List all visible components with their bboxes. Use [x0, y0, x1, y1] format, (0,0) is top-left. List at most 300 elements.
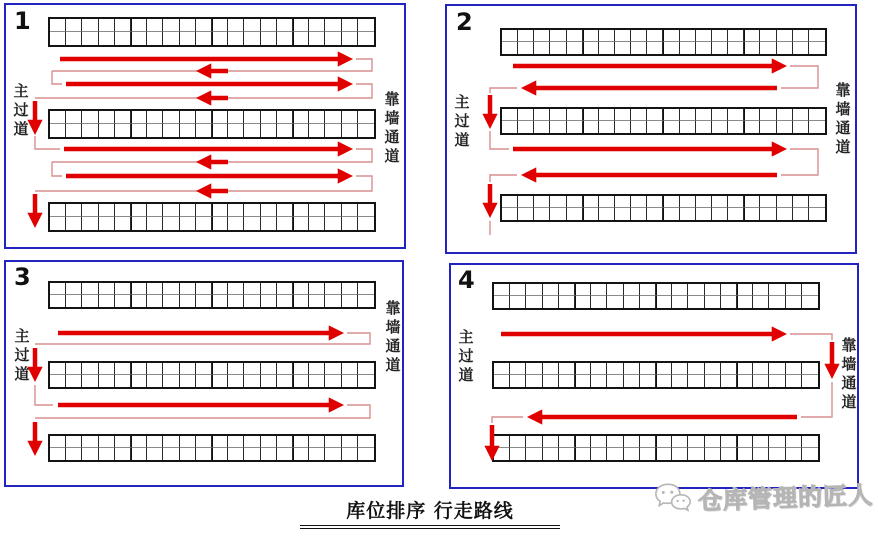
rack-cell	[66, 124, 82, 137]
rack-cell	[696, 208, 712, 220]
rack-cell	[228, 204, 244, 217]
rack-cell	[180, 32, 196, 45]
rack-cell	[526, 375, 542, 387]
rack-cell	[293, 19, 309, 32]
rack-cell	[777, 208, 793, 220]
rack-cell	[760, 42, 776, 54]
rack-cell	[66, 363, 82, 375]
rack-cell	[760, 121, 776, 133]
rack-cell	[672, 284, 688, 296]
rack-cell	[82, 32, 98, 45]
rack-cell	[663, 42, 679, 54]
watermark-text: 仓库管理的匠人	[697, 480, 874, 515]
rack-cell	[82, 19, 98, 32]
rack-cell	[342, 32, 358, 45]
rack-cell	[737, 375, 753, 387]
rack-cell	[777, 196, 793, 208]
rack-cell	[358, 217, 374, 230]
rack-cell	[793, 42, 809, 54]
rack-cell	[261, 295, 277, 307]
rack-cell	[777, 109, 793, 121]
rack-cell	[309, 111, 325, 124]
rack-cell	[50, 124, 66, 137]
rack-cell	[163, 363, 179, 375]
rack-cell	[543, 375, 559, 387]
rack-cell	[583, 30, 599, 42]
rack-cell	[131, 295, 147, 307]
rack-cell	[712, 121, 728, 133]
rack-cell	[663, 30, 679, 42]
rack-cell	[131, 204, 147, 217]
rack-cell	[599, 196, 615, 208]
rack-cell	[712, 109, 728, 121]
rack-cell	[656, 436, 672, 448]
rack-cell	[228, 32, 244, 45]
rack-cell	[607, 296, 623, 308]
rack-cell	[293, 448, 309, 460]
rack-cell	[567, 109, 583, 121]
rack-cell	[599, 30, 615, 42]
rack-cell	[131, 283, 147, 295]
rack-cell	[591, 375, 607, 387]
rack-cell	[550, 196, 566, 208]
panel-1-main-aisle-label: 主过道	[11, 83, 30, 140]
panel-2	[445, 4, 857, 254]
rack-cell	[786, 436, 802, 448]
rack-cell	[325, 217, 341, 230]
rack-cell	[688, 436, 704, 448]
rack-cell	[309, 19, 325, 32]
rack-cell	[753, 375, 769, 387]
rack-cell	[244, 436, 260, 448]
rack-cell	[163, 448, 179, 460]
rack-cell	[293, 363, 309, 375]
rack-cell	[615, 109, 631, 121]
rack-cell	[66, 436, 82, 448]
rack-cell	[147, 19, 163, 32]
rack-cell	[647, 196, 663, 208]
rack-cell	[510, 436, 526, 448]
rack-cell	[567, 196, 583, 208]
rack-cell	[631, 109, 647, 121]
rack-cell	[526, 284, 542, 296]
rack-cell	[567, 208, 583, 220]
rack-cell	[244, 124, 260, 137]
rack-cell	[502, 121, 518, 133]
rack-cell	[196, 204, 212, 217]
rack	[492, 282, 820, 310]
rack-cell	[744, 42, 760, 54]
rack-cell	[599, 109, 615, 121]
rack-cell	[325, 32, 341, 45]
rack-cell	[502, 109, 518, 121]
rack-cell	[147, 363, 163, 375]
rack-cell	[656, 296, 672, 308]
rack-cell	[50, 19, 66, 32]
rack-cell	[615, 42, 631, 54]
rack-cell	[99, 217, 115, 230]
rack-cell	[615, 208, 631, 220]
rack-cell	[680, 121, 696, 133]
rack-cell	[624, 363, 640, 375]
rack-cell	[534, 30, 550, 42]
rack-cell	[640, 284, 656, 296]
rack-cell	[244, 32, 260, 45]
rack-cell	[728, 196, 744, 208]
rack-cell	[163, 124, 179, 137]
rack-cell	[99, 436, 115, 448]
rack-cell	[705, 363, 721, 375]
rack-cell	[244, 448, 260, 460]
rack-cell	[583, 109, 599, 121]
rack-cell	[591, 436, 607, 448]
rack-cell	[802, 375, 818, 387]
rack-cell	[342, 436, 358, 448]
rack-cell	[293, 111, 309, 124]
rack-cell	[342, 124, 358, 137]
rack-cell	[680, 109, 696, 121]
rack-cell	[786, 284, 802, 296]
rack-cell	[793, 208, 809, 220]
rack-cell	[809, 109, 825, 121]
rack-cell	[309, 204, 325, 217]
rack-cell	[115, 111, 131, 124]
rack-cell	[526, 448, 542, 460]
rack-cell	[50, 204, 66, 217]
rack-cell	[550, 208, 566, 220]
rack-cell	[228, 217, 244, 230]
rack-cell	[212, 217, 228, 230]
rack-cell	[115, 19, 131, 32]
rack-cell	[599, 208, 615, 220]
rack	[48, 202, 376, 232]
rack-cell	[358, 375, 374, 387]
rack-cell	[66, 204, 82, 217]
rack-cell	[769, 375, 785, 387]
watermark	[651, 474, 873, 518]
rack-cell	[147, 32, 163, 45]
rack-cell	[688, 284, 704, 296]
rack-cell	[196, 448, 212, 460]
rack-cell	[494, 448, 510, 460]
rack-cell	[325, 375, 341, 387]
rack-cell	[769, 436, 785, 448]
rack-cell	[115, 363, 131, 375]
rack-cell	[672, 296, 688, 308]
rack-cell	[575, 448, 591, 460]
rack-cell	[809, 42, 825, 54]
rack-cell	[663, 109, 679, 121]
panel-1-wall-passage-label: 靠墙通道	[382, 91, 401, 167]
rack-cell	[494, 284, 510, 296]
rack-cell	[228, 295, 244, 307]
rack-cell	[180, 111, 196, 124]
rack	[500, 28, 827, 56]
rack-cell	[163, 19, 179, 32]
rack-cell	[50, 217, 66, 230]
rack-cell	[309, 436, 325, 448]
rack-cell	[131, 448, 147, 460]
rack-cell	[163, 375, 179, 387]
rack-cell	[737, 448, 753, 460]
rack-cell	[510, 284, 526, 296]
rack-cell	[591, 296, 607, 308]
rack-cell	[228, 19, 244, 32]
rack-cell	[180, 19, 196, 32]
rack-cell	[325, 436, 341, 448]
rack-cell	[163, 111, 179, 124]
rack-cell	[647, 30, 663, 42]
rack-cell	[342, 363, 358, 375]
rack-cell	[196, 436, 212, 448]
rack-cell	[82, 124, 98, 137]
rack-cell	[131, 436, 147, 448]
rack-cell	[212, 363, 228, 375]
rack-cell	[66, 111, 82, 124]
rack-cell	[82, 363, 98, 375]
rack	[492, 361, 820, 389]
rack-cell	[358, 204, 374, 217]
rack-cell	[591, 363, 607, 375]
rack-cell	[325, 295, 341, 307]
rack-cell	[550, 109, 566, 121]
rack-cell	[809, 121, 825, 133]
rack-cell	[244, 204, 260, 217]
rack-cell	[99, 19, 115, 32]
rack	[48, 434, 376, 462]
rack-cell	[131, 32, 147, 45]
rack-cell	[325, 204, 341, 217]
rack-cell	[342, 217, 358, 230]
rack	[48, 109, 376, 139]
rack-cell	[663, 121, 679, 133]
rack-cell	[760, 208, 776, 220]
rack-cell	[680, 30, 696, 42]
rack-cell	[567, 42, 583, 54]
rack-cell	[647, 121, 663, 133]
rack	[500, 107, 827, 135]
rack-cell	[50, 363, 66, 375]
rack-cell	[228, 363, 244, 375]
rack-cell	[526, 363, 542, 375]
rack-cell	[261, 448, 277, 460]
rack-cell	[115, 32, 131, 45]
rack-cell	[550, 30, 566, 42]
rack-cell	[99, 448, 115, 460]
panel-3-main-aisle-label: 主过道	[12, 328, 31, 385]
rack-cell	[82, 448, 98, 460]
rack-cell	[309, 124, 325, 137]
rack-cell	[325, 363, 341, 375]
rack-cell	[607, 436, 623, 448]
rack-cell	[518, 30, 534, 42]
rack-cell	[180, 124, 196, 137]
rack-cell	[543, 284, 559, 296]
rack-cell	[261, 32, 277, 45]
rack-cell	[50, 436, 66, 448]
panel-2-number: 2	[456, 8, 473, 36]
rack-cell	[131, 363, 147, 375]
rack-cell	[325, 448, 341, 460]
rack-cell	[624, 436, 640, 448]
rack-cell	[769, 448, 785, 460]
rack-cell	[342, 375, 358, 387]
rack-cell	[358, 283, 374, 295]
rack-cell	[228, 436, 244, 448]
rack-cell	[309, 217, 325, 230]
rack-cell	[721, 363, 737, 375]
rack-cell	[607, 363, 623, 375]
rack-cell	[688, 296, 704, 308]
rack-cell	[131, 375, 147, 387]
rack-cell	[640, 296, 656, 308]
rack-cell	[277, 375, 293, 387]
rack-cell	[672, 375, 688, 387]
rack-cell	[180, 217, 196, 230]
rack-cell	[534, 196, 550, 208]
rack-cell	[744, 121, 760, 133]
rack-cell	[737, 296, 753, 308]
rack-cell	[640, 436, 656, 448]
rack-cell	[624, 375, 640, 387]
rack	[48, 281, 376, 309]
rack-cell	[309, 283, 325, 295]
rack-cell	[688, 375, 704, 387]
rack-cell	[672, 363, 688, 375]
rack-cell	[163, 283, 179, 295]
rack-cell	[261, 124, 277, 137]
rack-cell	[66, 217, 82, 230]
rack-cell	[309, 375, 325, 387]
rack-cell	[543, 436, 559, 448]
rack-cell	[760, 30, 776, 42]
rack-cell	[534, 121, 550, 133]
rack-cell	[809, 30, 825, 42]
rack-cell	[744, 30, 760, 42]
rack-cell	[309, 295, 325, 307]
rack-cell	[244, 283, 260, 295]
rack-cell	[550, 42, 566, 54]
rack-cell	[99, 283, 115, 295]
rack-cell	[212, 124, 228, 137]
rack-cell	[518, 109, 534, 121]
rack-cell	[591, 284, 607, 296]
rack-cell	[212, 111, 228, 124]
rack-cell	[680, 208, 696, 220]
rack-cell	[99, 204, 115, 217]
panel-4	[449, 263, 859, 489]
rack-cell	[672, 436, 688, 448]
rack-cell	[261, 436, 277, 448]
rack-cell	[696, 42, 712, 54]
rack-cell	[180, 448, 196, 460]
rack-cell	[559, 436, 575, 448]
rack-cell	[196, 19, 212, 32]
rack-cell	[261, 375, 277, 387]
panel-2-main-aisle-label: 主过道	[452, 94, 471, 151]
rack-cell	[50, 283, 66, 295]
rack-cell	[66, 283, 82, 295]
rack-cell	[196, 295, 212, 307]
rack-cell	[115, 283, 131, 295]
rack-cell	[180, 283, 196, 295]
rack-cell	[342, 283, 358, 295]
rack-cell	[82, 375, 98, 387]
rack-cell	[228, 448, 244, 460]
rack-cell	[777, 121, 793, 133]
rack-cell	[180, 436, 196, 448]
rack-cell	[696, 196, 712, 208]
rack-cell	[696, 109, 712, 121]
rack-cell	[744, 208, 760, 220]
rack-cell	[631, 196, 647, 208]
rack-cell	[705, 284, 721, 296]
rack-cell	[559, 363, 575, 375]
rack-cell	[261, 217, 277, 230]
rack-cell	[744, 196, 760, 208]
rack-cell	[494, 363, 510, 375]
rack-cell	[50, 32, 66, 45]
rack-cell	[567, 121, 583, 133]
rack-cell	[712, 208, 728, 220]
rack-cell	[147, 375, 163, 387]
rack-cell	[526, 436, 542, 448]
rack-cell	[163, 295, 179, 307]
rack-cell	[575, 296, 591, 308]
rack-cell	[163, 204, 179, 217]
rack-cell	[163, 32, 179, 45]
rack-cell	[244, 295, 260, 307]
rack-cell	[358, 124, 374, 137]
rack	[48, 17, 376, 47]
rack-cell	[753, 436, 769, 448]
rack-cell	[728, 121, 744, 133]
rack-cell	[82, 283, 98, 295]
rack-cell	[180, 295, 196, 307]
rack	[492, 434, 820, 462]
rack-cell	[647, 109, 663, 121]
rack-cell	[705, 375, 721, 387]
rack-cell	[786, 296, 802, 308]
rack-cell	[196, 375, 212, 387]
rack-cell	[494, 375, 510, 387]
rack-cell	[99, 111, 115, 124]
rack-cell	[615, 30, 631, 42]
rack-cell	[115, 295, 131, 307]
rack-cell	[82, 436, 98, 448]
rack-cell	[624, 448, 640, 460]
rack-cell	[753, 448, 769, 460]
rack-cell	[502, 30, 518, 42]
rack-cell	[196, 363, 212, 375]
rack-cell	[325, 19, 341, 32]
rack-cell	[663, 208, 679, 220]
rack-cell	[82, 295, 98, 307]
rack-cell	[261, 111, 277, 124]
rack-cell	[309, 363, 325, 375]
rack-cell	[50, 295, 66, 307]
panel-3-wall-passage-label: 靠墙通道	[383, 300, 402, 376]
rack-cell	[663, 196, 679, 208]
rack-cell	[680, 42, 696, 54]
rack-cell	[261, 204, 277, 217]
rack-cell	[753, 284, 769, 296]
rack-cell	[802, 436, 818, 448]
rack-cell	[615, 121, 631, 133]
rack-cell	[277, 363, 293, 375]
rack-cell	[358, 448, 374, 460]
rack-cell	[261, 283, 277, 295]
